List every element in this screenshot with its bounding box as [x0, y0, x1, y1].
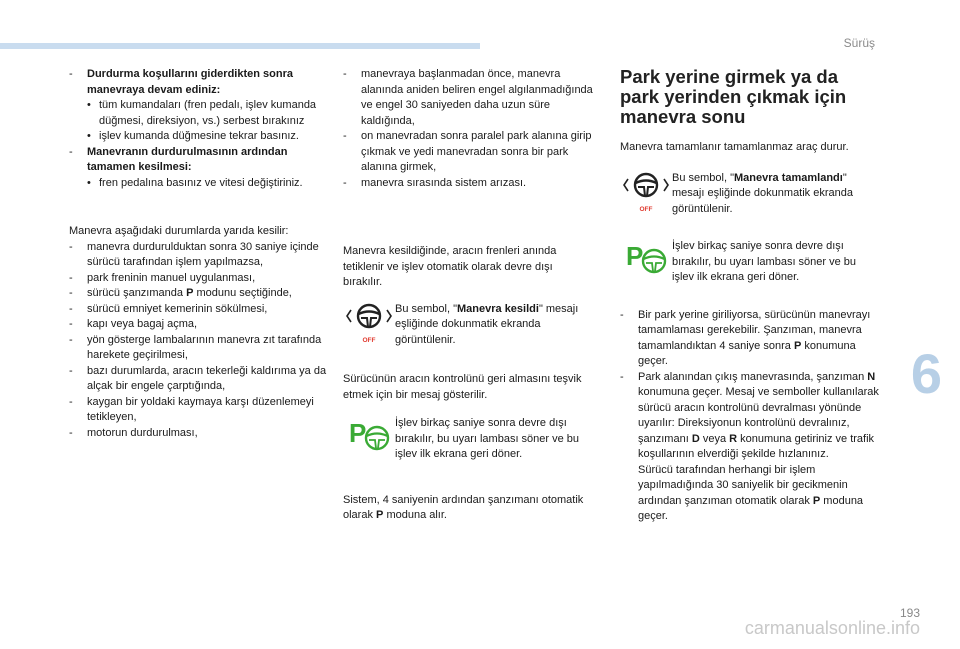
- svg-text:P: P: [349, 418, 367, 448]
- icon-description: İşlev birkaç saniye sonra devre dışı bırakılır, bu uyarı lambası söner ve bu işlev ilk ekrana geri döner.: [395, 417, 580, 460]
- list-item: • tüm kumandaları (fren pedalı, işlev kumanda düğmesi, direksiyon, vs.) serbest bırakınız: [69, 98, 334, 129]
- list-item: - Durdurma koşullarını giderdikten sonra manevraya devam ediniz:: [69, 67, 334, 98]
- icon-note: [620, 239, 880, 286]
- watermark: carmanualsonline.info: [744, 618, 920, 638]
- list-item: - Bir park yerine giriliyorsa, sürücünün manevrayı tamamlaması gerekebilir. Şanzıman, manevra tamamlandıktan 4 saniye sonra P konumuna geçer.: [620, 308, 880, 370]
- svg-text:OFF: OFF: [639, 205, 653, 213]
- list-item: - sürücü emniyet kemerinin sökülmesi,: [69, 302, 334, 318]
- list-item: - bazı durumlarda, aracın tekerleği kaldırıma ya da alçak bir engele çarptığında,: [69, 364, 334, 395]
- icon-note: [620, 171, 880, 218]
- list-item: - kapı veya bagaj açma,: [69, 317, 334, 333]
- park-assist-p-icon: [343, 416, 395, 456]
- icon-note: [343, 302, 593, 349]
- top-accent-bar: [0, 43, 480, 49]
- list-item: - manevra durdurulduktan sonra 30 saniye içinde sürücü tarafından işlem yapılmazsa,: [69, 240, 334, 271]
- svg-text:OFF: OFF: [362, 336, 376, 344]
- paragraph: Sistem, 4 saniyenin ardından şanzımanı otomatik olarak P moduna alır.: [343, 493, 584, 521]
- notes-list: [620, 308, 880, 525]
- paragraph: Manevra aşağıdaki durumlarda yarıda kesilir:: [69, 225, 289, 237]
- icon-note: [343, 416, 593, 463]
- park-assist-p-icon: [620, 239, 672, 279]
- list-item: - on manevradan sonra paralel park alanına girip çıkmak ve yedi manevradan sonra bir park alanına girmek,: [343, 129, 593, 176]
- svg-text:P: P: [626, 241, 644, 271]
- section-heading: Park yerine girmek ya da park yerinden çıkmak için manevra sonu: [620, 66, 847, 127]
- steering-off-icon: [620, 171, 672, 213]
- list-item: - Park alanından çıkış manevrasında, şanzıman N konumuna geçer. Mesaj ve semboller kullanılarak sürücü aracın kontrolünü devralması yönünde uyarılır: Direksiyonun kontrolünü devralınız, şanzımanı D veya R konumuna getiriniz ve trafik koşullarının elverdiği şekilde hızlanınız. Sürücü tarafından herhangi bir işlem yapılmadığında 30 saniyelik bir gecikmenin ardından şanzıman otomatik olarak P moduna geçer.: [620, 370, 880, 525]
- column-left: [69, 67, 334, 441]
- steering-off-icon: [343, 302, 395, 344]
- paragraph: Manevra kesildiğinde, aracın frenleri anında tetiklenir ve işlev otomatik olarak devre dışı bırakılır.: [343, 245, 557, 288]
- paragraph: Manevra tamamlanır tamamlanmaz araç durur.: [620, 141, 849, 153]
- column-right: [620, 67, 880, 525]
- page-number: 193: [899, 606, 920, 620]
- list-item: - Manevranın durdurulmasının ardından tamamen kesilmesi:: [69, 145, 334, 176]
- chapter-number: 6: [893, 333, 960, 413]
- list-item: • işlev kumanda düğmesine tekrar basınız.: [69, 129, 334, 145]
- list-item: - sürücü şanzımanda P modunu seçtiğinde,: [69, 286, 334, 302]
- icon-description: Bu sembol, "Manevra tamamlandı" mesajı eşliğinde dokunmatik ekranda görüntülenir.: [672, 171, 853, 215]
- paragraph: Sürücünün aracın kontrolünü geri almasını teşvik etmek için bir mesaj gösterilir.: [343, 373, 582, 401]
- list-item: - manevraya başlanmadan önce, manevra alanında aniden beliren engel algılanmadığında ve engel 30 saniyeden daha uzun süre kaldığında,: [343, 67, 593, 129]
- list-item: - yön gösterge lambalarının manevra zıt tarafında harekete geçirilmesi,: [69, 333, 334, 364]
- list-item: • fren pedalına basınız ve vitesi değiştiriniz.: [69, 176, 334, 192]
- icon-description: Bu sembol, "Manevra kesildi" mesajı eşliğinde dokunmatik ekranda görüntülenir.: [395, 302, 579, 346]
- list-item: - kaygan bir yoldaki kaymaya karşı düzenlemeyi tetikleyen,: [69, 395, 334, 426]
- section-title: Sürüş: [843, 36, 875, 50]
- icon-description: İşlev birkaç saniye sonra devre dışı bırakılır, bu uyarı lambası söner ve bu işlev ilk ekrana geri döner.: [672, 240, 857, 283]
- list-item: - motorun durdurulması,: [69, 426, 334, 442]
- list-item: - park freninin manuel uygulanması,: [69, 271, 334, 287]
- list-item: - manevra sırasında sistem arızası.: [343, 176, 593, 192]
- column-middle: [343, 67, 593, 524]
